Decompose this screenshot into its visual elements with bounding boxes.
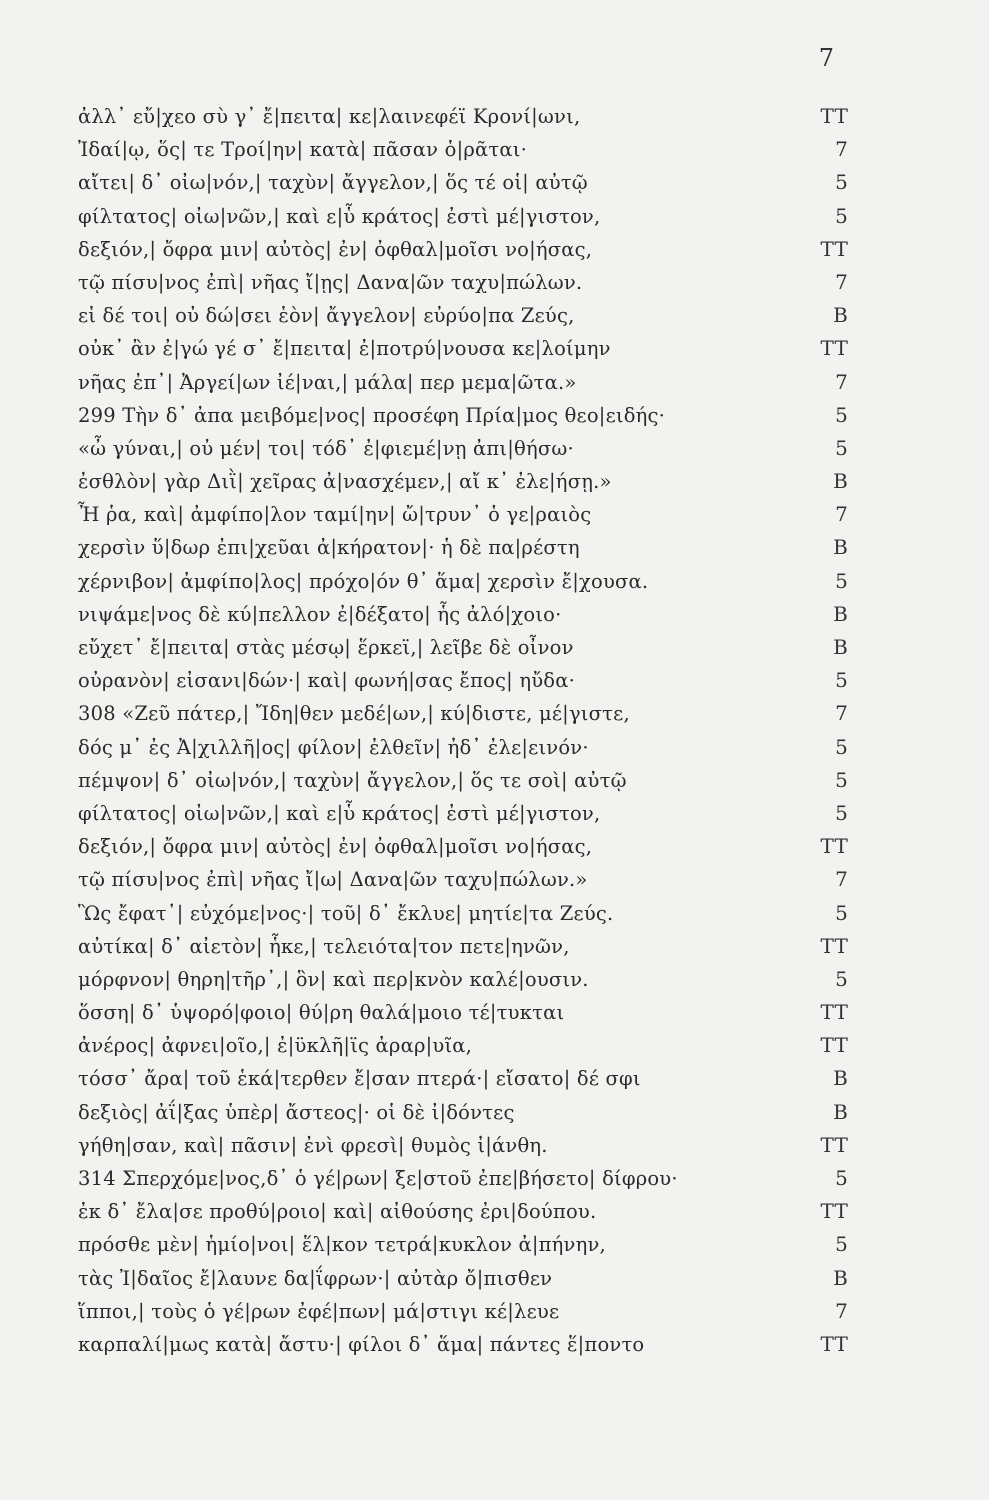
verse-text: τῷ πίσυ|νος ἐπὶ| νῆας ἴ|ω| Δανα|ῶν ταχυ|πώλων.» bbox=[78, 868, 588, 892]
meter-mark: B bbox=[833, 469, 848, 494]
verse-text: Ἦ ῥα, καὶ| ἀμφίπο|λον ταμί|ην| ὤ|τρυν᾽ ὁ γε|ραιὸς bbox=[78, 503, 592, 527]
verse-text: καρπαλί|μως κατὰ| ἄστυ·| φίλοι δ᾽ ἅμα| πάντες ἕ|ποντο bbox=[78, 1332, 645, 1356]
verse-line bbox=[78, 631, 848, 664]
verse-text: αὐτίκα| δ᾽ αἰετὸν| ἧκε,| τελειότα|τον πετε|ηνῶν, bbox=[78, 934, 570, 958]
meter-mark: TT bbox=[820, 236, 848, 261]
verse-text: οὐρανὸν| εἰσανι|δών·| καὶ| φωνή|σας ἔπος| ηὔδα· bbox=[78, 669, 575, 693]
verse-text: 308 «Ζεῦ πάτερ,| Ἴδη|θεν μεδέ|ων,| κύ|διστε, μέ|γιστε, bbox=[78, 702, 630, 726]
verse-text: φίλτατος| οἰω|νῶν,| καὶ ε|ὗ κράτος| ἐστὶ μέ|γιστον, bbox=[78, 204, 601, 228]
verse-text: Ὣς ἔφατ᾽| εὐχόμε|νος·| τοῦ| δ᾽ ἔκλυε| μητίε|τα Ζεύς. bbox=[78, 901, 614, 925]
verse-line bbox=[78, 1262, 848, 1295]
verse-text: εἰ δέ τοι| οὐ δώ|σει ἑὸν| ἄγγελον| εὐρύο|πα Ζεύς, bbox=[78, 304, 575, 328]
meter-mark: TT bbox=[820, 933, 848, 958]
verse-line bbox=[78, 731, 848, 764]
meter-mark: 7 bbox=[835, 867, 848, 892]
verse-text: οὐκ᾽ ἂν ἐ|γώ γέ σ᾽ ἔ|πειτα| ἐ|ποτρύ|νουσα κε|λοίμην bbox=[78, 337, 611, 361]
meter-mark: 5 bbox=[835, 1232, 848, 1257]
meter-mark: TT bbox=[820, 1000, 848, 1025]
meter-mark: 5 bbox=[835, 568, 848, 593]
verse-line bbox=[78, 664, 848, 697]
verse-line bbox=[78, 432, 848, 465]
verse-line bbox=[78, 166, 848, 199]
verse-text: νῆας ἐπ᾽| Ἀργεί|ων ἰέ|ναι,| μάλα| περ μεμα|ῶτα.» bbox=[78, 370, 577, 394]
verse-text: τῷ πίσυ|νος ἐπὶ| νῆας ἴ|ῃς| Δανα|ῶν ταχυ|πώλων. bbox=[78, 270, 583, 294]
verse-line bbox=[78, 200, 848, 233]
meter-mark: 5 bbox=[835, 1166, 848, 1190]
meter-mark: 7 bbox=[835, 502, 848, 527]
verse-line bbox=[78, 1162, 848, 1195]
verse-line bbox=[78, 465, 848, 498]
verse-text: γήθη|σαν, καὶ| πᾶσιν| ἐνὶ φρεσὶ| θυμὸς ἰ|άνθη. bbox=[78, 1133, 548, 1157]
verse-text: δεξιόν,| ὄφρα μιν| αὐτὸς| ἐν| ὀφθαλ|μοῖσι νο|ήσας, bbox=[78, 237, 593, 261]
verse-text: ἀλλ᾽ εὔ|χεο σὺ γ᾽ ἔ|πειτα| κε|λαινεφέϊ Κρονί|ωνι, bbox=[78, 105, 581, 128]
verse-line bbox=[78, 366, 848, 399]
verse-line bbox=[78, 1328, 848, 1361]
meter-mark: TT bbox=[820, 834, 848, 859]
meter-mark: 7 bbox=[835, 269, 848, 294]
verse-line bbox=[78, 1129, 848, 1162]
verse-text: «ὦ γύναι,| οὐ μέν| τοι| τόδ᾽ ἐ|φιεμέ|νῃ ἀπι|θήσω· bbox=[78, 436, 574, 460]
verse-text: πέμψον| δ᾽ οἰω|νόν,| ταχὺν| ἄγγελον,| ὅς τε σοὶ| αὐτῷ bbox=[78, 768, 627, 792]
meter-mark: 7 bbox=[835, 701, 848, 726]
meter-mark: TT bbox=[820, 1132, 848, 1157]
verse-lines bbox=[78, 100, 848, 1361]
verse-line bbox=[78, 498, 848, 531]
meter-mark: 5 bbox=[835, 800, 848, 825]
verse-text: 299 Τὴν δ᾽ ἀπα μειβόμε|νος| προσέφη Πρία|μος θεο|ειδής· bbox=[78, 403, 666, 427]
verse-line bbox=[78, 996, 848, 1029]
verse-line bbox=[78, 1096, 848, 1129]
verse-text: φίλτατος| οἰω|νῶν,| καὶ ε|ὗ κράτος| ἐστὶ μέ|γιστον, bbox=[78, 801, 601, 825]
meter-mark: 5 bbox=[835, 767, 848, 792]
meter-mark: TT bbox=[820, 1033, 848, 1058]
verse-line bbox=[78, 1062, 848, 1095]
verse-text: αἴτει| δ᾽ οἰω|νόν,| ταχὺν| ἄγγελον,| ὅς τέ οἱ| αὐτῷ bbox=[78, 171, 588, 195]
meter-mark: 5 bbox=[835, 203, 848, 228]
verse-text: εὔχετ᾽ ἔ|πειτα| στὰς μέσῳ| ἕρκεϊ,| λεῖβε δὲ οἶνον bbox=[78, 636, 574, 659]
verse-text: ὅσση| δ᾽ ὑψορό|φοιο| θύ|ρη θαλά|μοιο τέ|τυκται bbox=[78, 1001, 565, 1025]
meter-mark: 5 bbox=[835, 402, 848, 427]
verse-line bbox=[78, 598, 848, 631]
meter-mark: B bbox=[833, 1265, 848, 1290]
verse-text: τόσσ᾽ ἄρα| τοῦ ἑκά|τερθεν ἔ|σαν πτερά·| εἴσατο| δέ σφι bbox=[78, 1067, 641, 1091]
meter-mark: 7 bbox=[835, 1298, 848, 1323]
meter-mark: 5 bbox=[835, 668, 848, 693]
meter-mark: TT bbox=[820, 336, 848, 361]
verse-line bbox=[78, 963, 848, 996]
verse-text: δεξιὸς| ἀΐ|ξας ὑπὲρ| ἄστεος|· οἱ δὲ ἰ|δόντες bbox=[78, 1100, 515, 1124]
verse-line bbox=[78, 531, 848, 564]
meter-mark: B bbox=[833, 1099, 848, 1124]
verse-text: ἀνέρος| ἀφνει|οῖο,| ἐ|ϋκλῆ|ϊς ἀραρ|υῖα, bbox=[78, 1034, 473, 1058]
verse-text: χέρνιβον| ἀμφίπο|λος| πρόχο|όν θ᾽ ἅμα| χερσὶν ἔ|χουσα. bbox=[78, 569, 649, 593]
verse-line bbox=[78, 1195, 848, 1228]
verse-text: Ἰδαί|ῳ, ὅς| τε Τροί|ην| κατὰ| πᾶσαν ὁ|ρᾶται· bbox=[78, 138, 527, 162]
page-number: 7 bbox=[818, 44, 834, 72]
verse-text: ἐσθλὸν| γὰρ Διῒ| χεῖρας ἀ|νασχέμεν,| αἴ κ᾽ ἐλε|ήσῃ.» bbox=[78, 470, 612, 494]
verse-line bbox=[78, 565, 848, 598]
verse-line bbox=[78, 830, 848, 863]
meter-mark: 5 bbox=[835, 966, 848, 991]
meter-mark: TT bbox=[820, 1199, 848, 1224]
meter-mark: B bbox=[833, 601, 848, 626]
verse-line bbox=[78, 133, 848, 166]
verse-line bbox=[78, 266, 848, 299]
verse-line bbox=[78, 1029, 848, 1062]
verse-line bbox=[78, 764, 848, 797]
verse-line bbox=[78, 863, 848, 896]
verse-line bbox=[78, 233, 848, 266]
meter-mark: 5 bbox=[835, 734, 848, 759]
verse-line bbox=[78, 1228, 848, 1261]
verse-text: νιψάμε|νος δὲ κύ|πελλον ἐ|δέξατο| ἧς ἀλό|χοιο· bbox=[78, 602, 562, 626]
verse-line bbox=[78, 1295, 848, 1328]
meter-mark: TT bbox=[820, 1331, 848, 1356]
meter-mark: B bbox=[833, 1066, 848, 1091]
verse-line bbox=[78, 897, 848, 930]
verse-text: δός μ᾽ ἐς Ἀ|χιλλῆ|ος| φίλον| ἐλθεῖν| ἠδ᾽ ἐλε|εινόν· bbox=[78, 735, 589, 759]
verse-text: πρόσθε μὲν| ἡμίο|νοι| ἕλ|κον τετρά|κυκλον ἀ|πήνην, bbox=[78, 1233, 606, 1257]
verse-line bbox=[78, 797, 848, 830]
verse-line bbox=[78, 697, 848, 730]
meter-mark: B bbox=[833, 535, 848, 560]
verse-line bbox=[78, 930, 848, 963]
meter-mark: 5 bbox=[835, 435, 848, 460]
verse-text: τὰς Ἰ|δαῖος ἔ|λαυνε δα|ΐφρων·| αὐτὰρ ὄ|πισθεν bbox=[78, 1266, 553, 1290]
meter-mark: 7 bbox=[835, 369, 848, 394]
meter-mark: B bbox=[833, 303, 848, 328]
verse-line bbox=[78, 399, 848, 432]
verse-text: 314 Σπερχόμε|νος,δ᾽ ὁ γέ|ρων| ξε|στοῦ ἐπε|βήσετο| δίφρου· bbox=[78, 1167, 678, 1190]
verse-text: δεξιόν,| ὄφρα μιν| αὐτὸς| ἐν| ὀφθαλ|μοῖσι νο|ήσας, bbox=[78, 835, 593, 859]
verse-text: χερσὶν ὕ|δωρ ἐπι|χεῦαι ἀ|κήρατον|· ἡ δὲ πα|ρέστη bbox=[78, 536, 580, 560]
meter-mark: TT bbox=[820, 104, 848, 128]
verse-text: μόρφνον| θηρη|τῆρ᾽,| ὃν| καὶ περ|κνὸν καλέ|ουσιν. bbox=[78, 967, 589, 991]
meter-mark: 5 bbox=[835, 170, 848, 195]
verse-text: ἐκ δ᾽ ἔλα|σε προθύ|ροιο| καὶ| αἰθούσης ἐρι|δούπου. bbox=[78, 1200, 597, 1224]
verse-line bbox=[78, 299, 848, 332]
meter-mark: 7 bbox=[835, 137, 848, 162]
verse-line bbox=[78, 332, 848, 365]
meter-mark: B bbox=[833, 635, 848, 659]
verse-line bbox=[78, 100, 848, 133]
meter-mark: 5 bbox=[835, 900, 848, 925]
verse-text: ἵπποι,| τοὺς ὁ γέ|ρων ἐφέ|πων| μά|στιγι κέ|λευε bbox=[78, 1299, 560, 1323]
